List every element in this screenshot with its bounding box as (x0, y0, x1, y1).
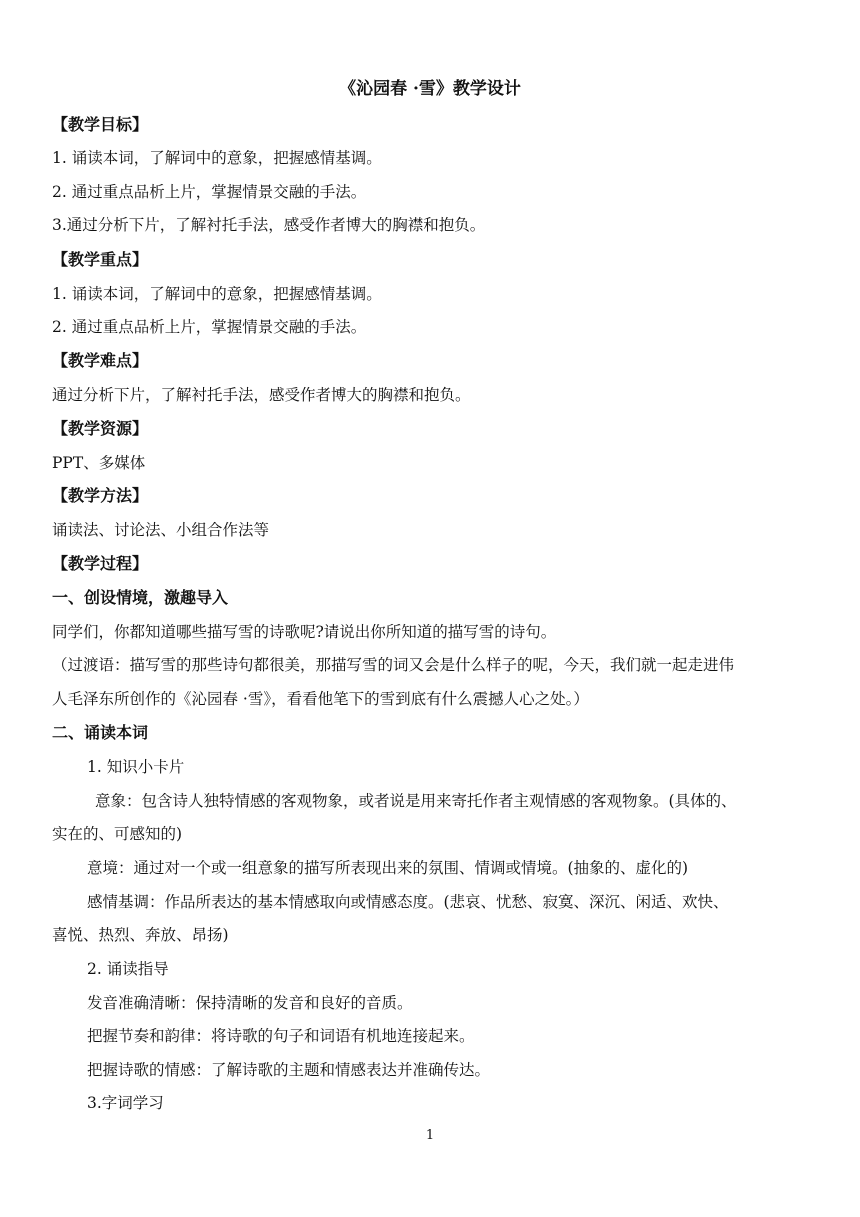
imagery-line1: 意象：包含诗人独特情感的客观物象，或者说是用来寄托作者主观情感的客观物象。(具体的、 (95, 792, 737, 810)
step1-heading: 一、创设情境，激趣导入 (52, 588, 229, 607)
tone-line2: 喜悦、热烈、奔放、昂扬) (52, 926, 229, 944)
guide-item: 发音准确清晰：保持清晰的发音和良好的音质。 (87, 994, 413, 1012)
key-item: 1. 诵读本词，了解词中的意象，把握感情基调。 (52, 285, 382, 303)
card-heading: 1. 知识小卡片 (87, 758, 185, 776)
imagery-line2: 实在的、可感知的) (52, 825, 183, 843)
goal-item: 2. 通过重点品析上片，掌握情景交融的手法。 (52, 183, 367, 201)
difficulty-heading: 【教学难点】 (52, 351, 149, 370)
process-heading: 【教学过程】 (52, 554, 149, 573)
realm-text: 意境：通过对一个或一组意象的描写所表现出来的氛围、情调或情境。(抽象的、虚化的) (87, 859, 689, 877)
methods-text: 诵读法、讨论法、小组合作法等 (52, 521, 270, 539)
resources-text: PPT、多媒体 (52, 454, 146, 472)
methods-heading: 【教学方法】 (52, 486, 149, 505)
step2-heading: 二、诵读本词 (52, 723, 149, 742)
guide-heading: 2. 诵读指导 (87, 960, 169, 978)
difficulty-text: 通过分析下片，了解衬托手法，感受作者博大的胸襟和抱负。 (52, 386, 471, 404)
guide-item: 把握诗歌的情感：了解诗歌的主题和情感表达并准确传达。 (87, 1061, 491, 1079)
document-title: 《沁园春 ·雪》教学设计 (339, 79, 521, 99)
resources-heading: 【教学资源】 (52, 419, 149, 438)
goal-item: 3.通过分析下片，了解衬托手法，感受作者博大的胸襟和抱负。 (52, 216, 486, 234)
step1-paragraph: 同学们，你都知道哪些描写雪的诗歌呢?请说出你所知道的描写雪的诗句。 (52, 623, 557, 641)
key-item: 2. 通过重点品析上片，掌握情景交融的手法。 (52, 318, 367, 336)
words-heading: 3.字词学习 (87, 1094, 164, 1112)
goal-item: 1. 诵读本词，了解词中的意象，把握感情基调。 (52, 149, 382, 167)
page-number: 1 (425, 1128, 435, 1143)
key-heading: 【教学重点】 (52, 250, 149, 269)
goals-heading: 【教学目标】 (52, 115, 149, 134)
step1-transition-line2: 人毛泽东所创作的《沁园春 ·雪》，看看他笔下的雪到底有什么震撼人心之处。） (52, 690, 589, 708)
step1-transition-line1: （过渡语：描写雪的那些诗句都很美，那描写雪的词又会是什么样子的呢，今天，我们就一起走进伟 (52, 656, 735, 674)
tone-line1: 感情基调：作品所表达的基本情感取向或情感态度。(悲哀、忧愁、寂寞、深沉、闲适、欢快、 (87, 893, 729, 911)
guide-item: 把握节奏和韵律：将诗歌的句子和词语有机地连接起来。 (87, 1027, 475, 1045)
